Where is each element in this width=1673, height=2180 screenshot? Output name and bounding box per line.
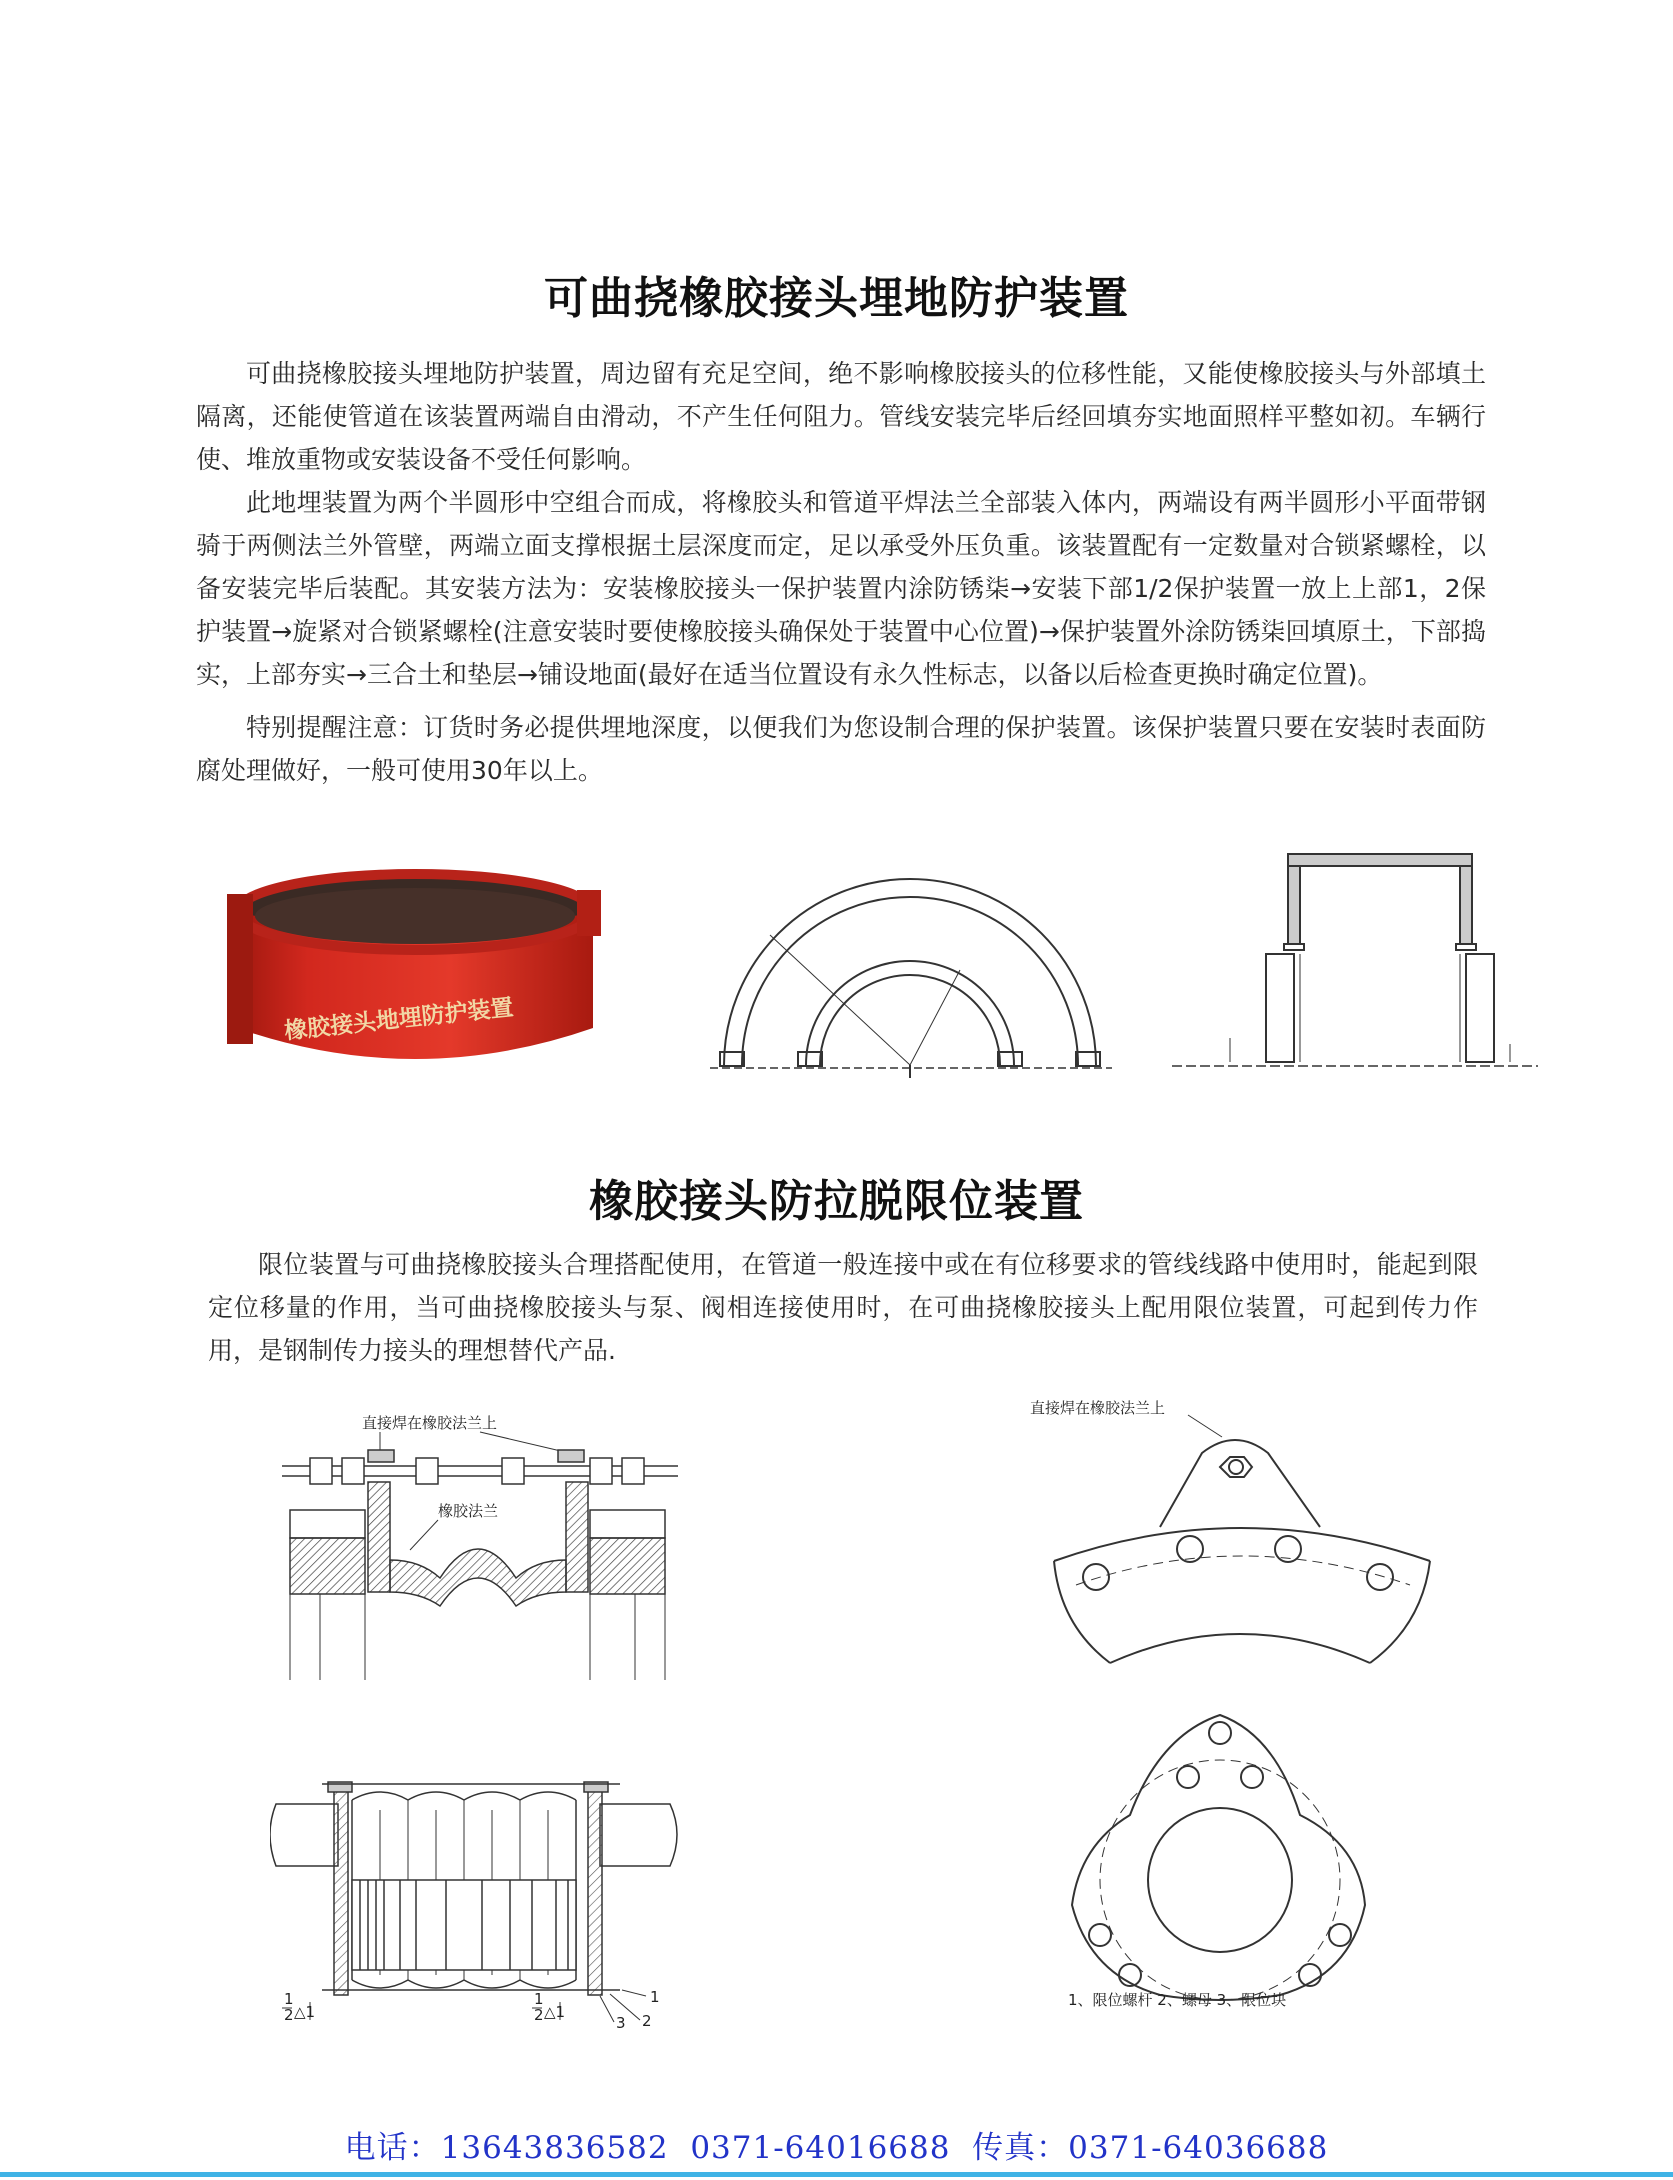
bottom-rule	[0, 2172, 1673, 2177]
left-tri-mark: △1	[294, 2003, 316, 2021]
callout-3: 3	[616, 2014, 626, 2030]
right-tri-mark: △1	[544, 2003, 566, 2021]
rubber-flange-label: 橡胶法兰	[438, 1502, 499, 1520]
section2-paragraph: 限位装置与可曲挠橡胶接头合理搭配使用，在管道一般连接中或在有位移要求的管线线路中使用时，能起到限定位移量的作用，当可曲挠橡胶接头与泵、阀相连接使用时，在可曲挠橡胶接头上配用限位装置，可起到传力作用，是钢制传力接头的理想替代产品.	[208, 1250, 1478, 1365]
protection-device-photo	[225, 860, 605, 1070]
left-fraction-top: 1	[284, 1990, 294, 2008]
weld-note-right-label: 直接焊在橡胶法兰上	[1030, 1399, 1166, 1417]
legend-text: 1、限位螺杆 2、螺母 3、限位块	[1068, 1991, 1287, 2009]
semicircle-section-drawing	[700, 860, 1120, 1080]
limit-device-installation-drawing	[270, 1770, 710, 2030]
limit-device-section-drawing	[280, 1410, 680, 1690]
left-fraction-bottom: 2	[284, 2006, 294, 2024]
end-elevation-drawing	[1170, 848, 1540, 1080]
limit-plate-end-view-drawing	[1060, 1705, 1380, 2015]
section1-paragraph-2: 此地埋装置为两个半圆形中空组合而成，将橡胶头和管道平焊法兰全部装入体内，两端设有两半圆形小平面带钢骑于两侧法兰外管壁，两端立面支撑根据土层深度而定，足以承受外压负重。该装置配有一定数量对合锁紧螺栓，以备安装完毕后装配。其安装方法为：安装橡胶接头一保护装置内涂防锈柒→安装下部1/2保护装置一放上上部1，2保护装置→旋紧对合锁紧螺栓(注意安装时要使橡胶接头确保处于装置中心位置)→保护装置外涂防锈柒回填原土，下部捣实，上部夯实→三合土和垫层→铺设地面(最好在适当位置设有永久性标志，以备以后检查更换时确定位置)。	[196, 488, 1486, 689]
callout-1: 1	[650, 1988, 660, 2006]
section1-paragraph-1: 可曲挠橡胶接头埋地防护装置，周边留有充足空间，绝不影响橡胶接头的位移性能，又能使橡胶接头与外部填土隔离，还能使管道在该装置两端自由滑动，不产生任何阻力。管线安装完毕后经回填夯实地面照样平整如初。车辆行使、堆放重物或安装设备不受任何影响。	[196, 359, 1486, 474]
section1-title: 可曲挠橡胶接头埋地防护装置	[544, 273, 1129, 324]
section2-title: 橡胶接头防拉脱限位装置	[589, 1176, 1084, 1227]
right-fraction-top: 1	[534, 1990, 544, 2008]
contact-line: 电话：13643836582 0371-64016688 传真：0371-64036688	[344, 2130, 1329, 2166]
section1-paragraph-3: 特别提醒注意：订货时务必提供埋地深度，以便我们为您设制合理的保护装置。该保护装置只要在安装时表面防腐处理做好，一般可使用30年以上。	[196, 713, 1486, 785]
weld-note-label: 直接焊在橡胶法兰上	[362, 1414, 498, 1432]
callout-2: 2	[642, 2012, 652, 2030]
right-fraction-bottom: 2	[534, 2006, 544, 2024]
flange-lug-drawing	[1030, 1395, 1450, 1685]
product-label: 橡胶接头地埋防护装置	[283, 994, 515, 1045]
